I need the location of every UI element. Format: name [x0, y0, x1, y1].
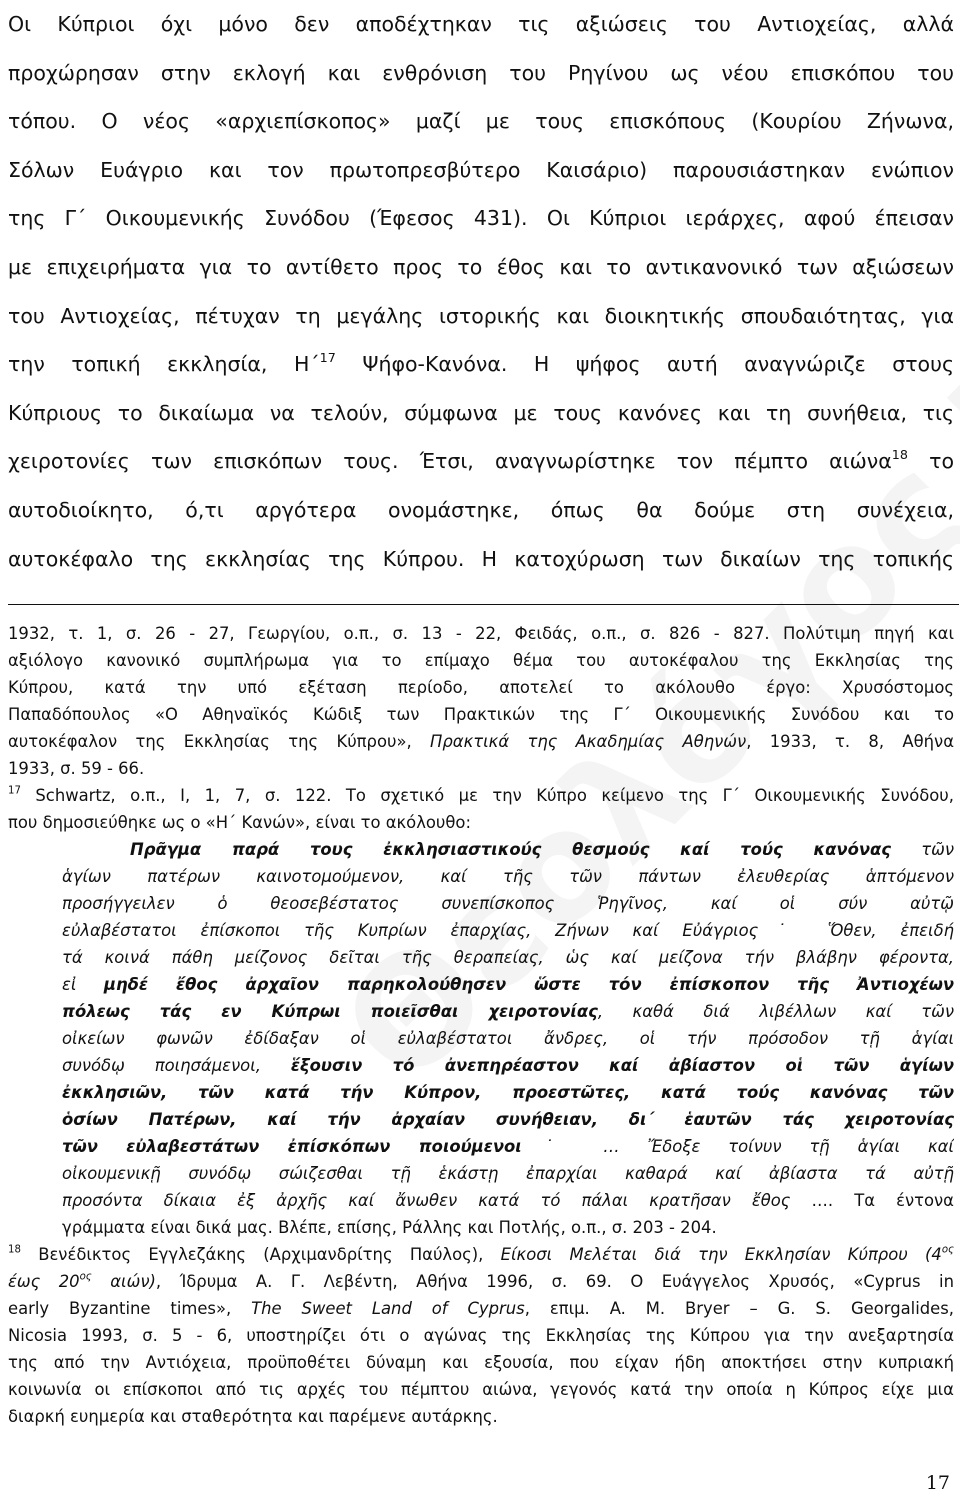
footnote-ref-18[interactable]: 18	[891, 447, 908, 463]
footnote-17: $^{17}$ Schwartz, ο.π., Ι, 1, 7, σ. 122. Το σχετικό με την Κύπρο κείμενο της Γ΄ Οικουμενικής Συνόδου,	[8, 785, 954, 805]
quote-line: τῶν εὐλαβεστάτων ἐπίσκόπων ποιούμενοι˙ … Ἔδοξε τοίνυν τῇ ἁγίαι καί	[62, 1137, 954, 1156]
body-text	[8, 0, 954, 583]
journal-title: Πρακτικά της Ακαδημίας Αθηνών	[430, 732, 747, 751]
quote-line: προσήγγειλεν ὁ θεοσεβέστατος συνεπίσκοπος Ῥηγῖνος, καί οἱ σύν αὐτῷ	[62, 894, 954, 913]
quote-line: ἐκκλησιῶν, τῶν κατά τήν Κύπρον, προεστῶτες, κατά τούς κανόνας τῶν	[62, 1083, 954, 1102]
body-line: τόπου. Ο νέος «αρχιεπίσκοπος» μαζί με τους επισκόπους (Κουρίου Ζήνωνα,	[8, 109, 954, 134]
body-line: χειροτονίες των επισκόπων τους. Έτσι, αναγνωρίστηκε τον πέμπτο αιώνα$^{18}$ το	[8, 447, 954, 474]
body-line: αυτοδιοίκητο, ό,τι αργότερα ονομάστηκε, όπως θα δούμε στη συνέχεια,	[8, 497, 954, 522]
body-line: Σόλων Ευάγριο και τον πρωτοπρεσβύτερο Καισάριο) παρουσιάστηκαν ενώπιον	[8, 157, 954, 182]
footnote-line: Nicosia 1993, σ. 5 - 6, υποστηρίζει ότι ο αγώνας της Εκκλησίας της Κύπρου για την ανεξαρτησία	[8, 1326, 954, 1345]
footnote-line: γράμματα είναι δικά μας. Βλέπε, επίσης, Ράλλης και Ποτλής, ο.π., σ. 203 - 204.	[62, 1218, 717, 1237]
footnote-line: 1933, σ. 59 - 66.	[8, 759, 145, 778]
book-title: The Sweet Land of Cyprus	[251, 1299, 525, 1318]
body-line: Οι Κύπριοι όχι μόνο δεν αποδέχτηκαν τις αξιώσεις του Αντιοχείας, αλλά	[8, 12, 954, 36]
body-line: την τοπική εκκλησία, Η΄$^{17}$ Ψήφο-Κανόνα. Η ψήφος αυτή αναγνώριζε στους	[8, 350, 954, 377]
footnote-ref-17[interactable]: 17	[319, 350, 336, 366]
quote-line: συνόδῳ ποιησάμενοι, ἕξουσιν τό ἀνεπηρέαστον καί ἀβίαστον οἱ τῶν ἁγίων	[62, 1056, 954, 1075]
quote-line: ἁγίων πατέρων καινοτομούμενον, καί τῆς τῶν πάντων ἐλευθερίας ἁπτόμενον	[62, 867, 954, 886]
quote-line: εὐλαβέστατοι ἐπίσκοποι τῆς Κυπρίων ἐπαρχίας, Ζήνων καί Εὐάγριος˙ Ὅθεν, ἐπειδή	[62, 921, 954, 940]
footnote-number: 18	[8, 1244, 21, 1256]
footnote-line: κοινωνία οι επίσκοποι από τις αρχές του πέμπτου αιώνα, γεγονός κατά την οποία η Κύπρος είχε μια	[8, 1380, 954, 1399]
footnote-number: 17	[8, 785, 21, 797]
footnote-line: που δημοσιεύθηκε ως ο «Η΄ Κανών», είναι το ακόλουθο:	[8, 813, 471, 832]
footnote-line: 1932, τ. 1, σ. 26 - 27, Γεωργίου, ο.π., σ. 13 - 22, Φειδάς, ο.π., σ. 826 - 827. Πολύτιμη πηγή και	[8, 624, 954, 643]
body-line: της Γ΄ Οικουμενικής Συνόδου (Έφεσος 431). Οι Κύπριοι ιεράρχες, αφού έπεισαν	[8, 206, 954, 231]
quote-line: τά κοινά πάθη μείζονος δεῖται τῆς θεραπείας, ὡς καί μείζονα τήν βλάβην φέροντα,	[62, 948, 954, 967]
footnotes	[8, 620, 954, 1430]
footnote-separator	[8, 604, 959, 605]
body-line: του Αντιοχείας, πέτυχαν τη μεγάλης ιστορικής και διοικητικής σπουδαιότητας, για	[8, 303, 954, 328]
footnote-line: έως $20^{o\varsigma}$ αιών), Ίδρυμα Α. Γ. Λεβέντη, Αθήνα 1996, σ. 69. Ο Ευάγγελος Χρυσός, «Cyprus in	[8, 1271, 954, 1291]
quote-line: Πρᾶγμα παρά τους ἐκκλησιαστικούς θεσμούς καί τούς κανόνας τῶν	[130, 840, 954, 859]
quote-line: οἰκουμενικῇ συνόδῳ σώιζεσθαι τῇ ἑκάστῃ ἐπαρχίαι καθαρά καί ἀβίαστα τά αὐτῇ	[62, 1164, 954, 1183]
footnote-line: αξιόλογο κανονικό συμπλήρωμα για το επίμαχο θέμα του αυτοκέφαλου της Εκκλησίας της	[8, 651, 954, 670]
footnote-line: διαρκή ευημερία και σταθερότητα και παρέμενε αυτάρκης.	[8, 1407, 498, 1426]
body-line: Κύπριους το δικαίωμα να τελούν, σύμφωνα με τους κανόνες και τη συνήθεια, τις	[8, 400, 954, 425]
quote-line: ὁσίων Πατέρων, καί τήν ἀρχαίαν συνήθειαν, δι΄ ἑαυτῶν τάς χειροτονίας	[62, 1110, 954, 1129]
quote-line: πόλεως τάς εν Κύπρωι ποιεῖσθαι χειροτονίας, καθά διά λιβέλλων καί τῶν	[62, 1002, 954, 1021]
footnote-line: αυτοκέφαλον της Εκκλησίας της Κύπρου», Πρακτικά της Ακαδημίας Αθηνών, 1933, τ. 8, Αθήνα	[8, 732, 954, 751]
body-line: προχώρησαν στην εκλογή και ενθρόνιση του Ρηγίνου ως νέου επισκόπου του	[8, 60, 954, 85]
footnote-18: $^{18}$ Βενέδικτος Εγγλεζάκης (Αρχιμανδρίτης Παύλος), Είκοσι Μελέται διά την Εκκλησίαν Κύπρου ($4^{o\varsigma}$	[8, 1244, 954, 1264]
footnote-line: Κύπρου, κατά την υπό εξέταση περίοδο, αποτελεί το ακόλουθο έργο: Χρυσόστομος	[8, 678, 954, 697]
footnote-line: Παπαδόπουλος «Ο Αθηναϊκός Κώδιξ των Πρακτικών της Γ΄ Οικουμενικής Συνόδου και το	[8, 705, 954, 724]
quote-line: οἰκείων φωνῶν ἐδίδαξαν οἱ εὐλαβέστατοι ἄνδρες, οἱ τήν πρόσοδον τῇ ἁγίαι	[62, 1029, 954, 1048]
quote-line: προσόντα δίκαια ἐξ ἀρχῆς καί ἄνωθεν κατά τό πάλαι κρατῆσαν ἔθος …. Τα έντονα	[62, 1191, 954, 1210]
body-line: αυτοκέφαλο της εκκλησίας της Κύπρου. Η κατοχύρωση των δικαίων της τοπικής	[8, 546, 954, 571]
page-number: 17	[925, 1472, 950, 1494]
quote-line: εἰ μηδέ ἔθος ἀρχαῖον παρηκολούθησεν ὥστε τόν ἐπίσκοπον τῆς Ἀντιοχέων	[62, 975, 954, 994]
footnote-line: της από την Αντιόχεια, προϋποθέτει δύναμη και εξουσία, που είχαν ήδη αποκτήσει στην κυπριακή	[8, 1353, 954, 1372]
body-line: με επιχειρήματα για το αντίθετο προς το έθος και το αντικανονικό των αξιώσεων	[8, 254, 954, 279]
footnote-line: early Byzantine times», The Sweet Land of Cyprus, επιμ. A. M. Bryer – G. S. Georgalides,	[8, 1299, 954, 1318]
